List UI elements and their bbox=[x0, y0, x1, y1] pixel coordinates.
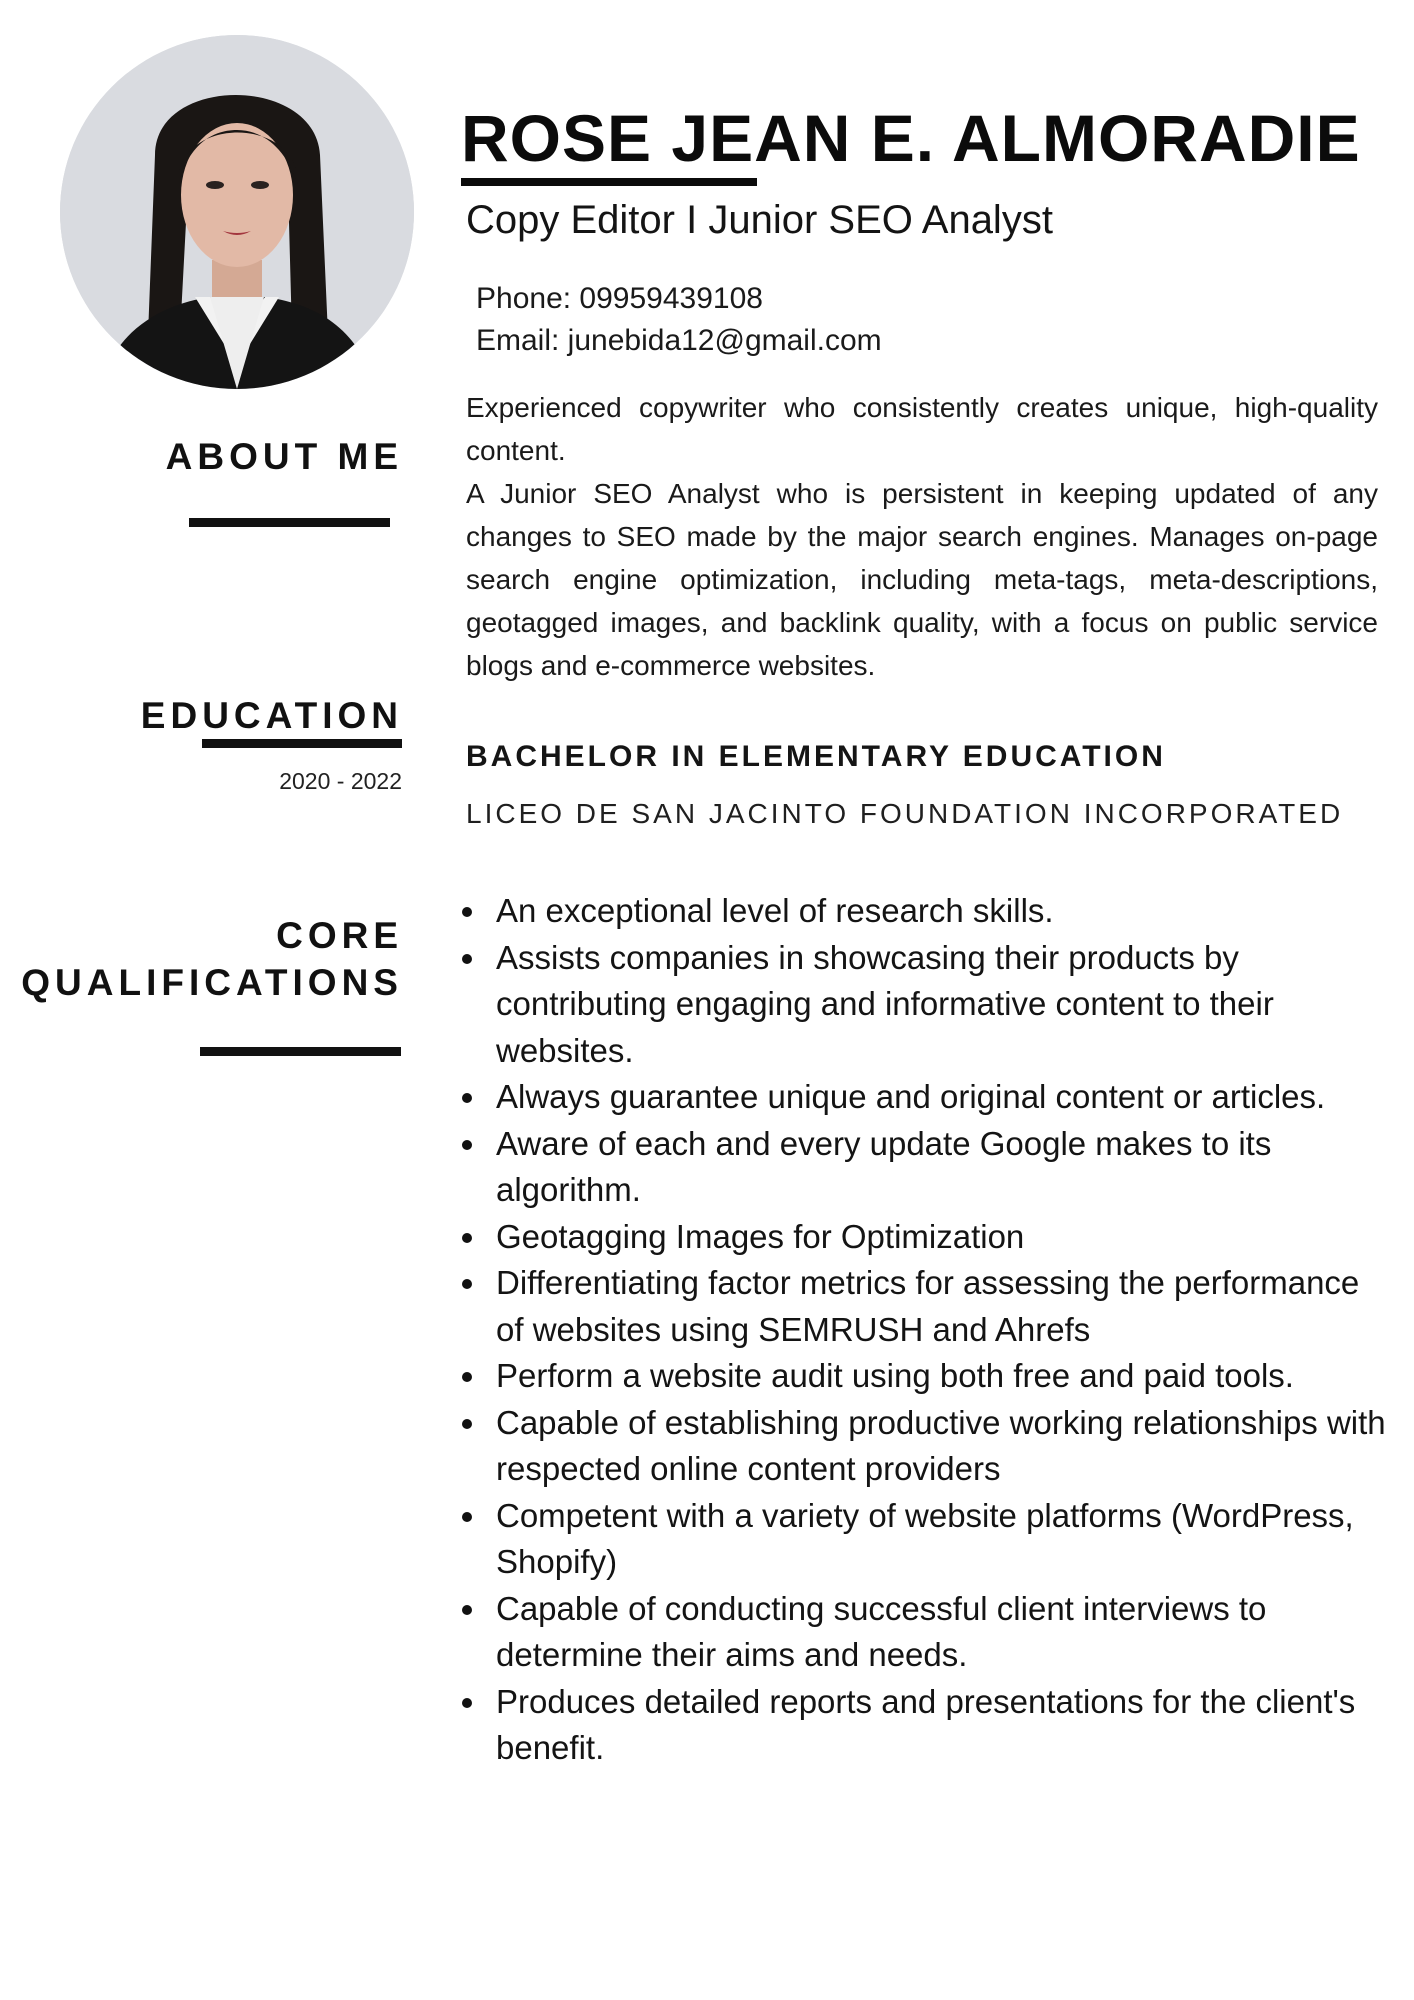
bullet-icon bbox=[462, 1605, 472, 1615]
bullet-icon bbox=[462, 1698, 472, 1708]
about-me-heading: ABOUT ME bbox=[165, 436, 403, 477]
education-heading: EDUCATION bbox=[140, 695, 403, 736]
list-item-text: Differentiating factor metrics for assessing the performance of websites using SEMRUSH and Ahrefs bbox=[496, 1264, 1360, 1348]
about-paragraph: Experienced copywriter who consistently creates unique, high-quality content. bbox=[466, 392, 1378, 466]
list-item-text: Assists companies in showcasing their products by contributing engaging and informative content to their websites. bbox=[496, 938, 1274, 1069]
list-item bbox=[466, 1400, 1386, 1493]
list-item bbox=[466, 1214, 1386, 1261]
education-divider bbox=[202, 739, 402, 748]
bullet-icon bbox=[462, 1419, 472, 1429]
list-item-text: Perform a website audit using both free and paid tools. bbox=[496, 1357, 1294, 1394]
degree-title: BACHELOR IN ELEMENTARY EDUCATION bbox=[466, 740, 1166, 773]
list-item-text: Geotagging Images for Optimization bbox=[496, 1217, 1025, 1255]
list-item bbox=[466, 888, 1386, 935]
job-title: Copy Editor I Junior SEO Analyst bbox=[466, 198, 1053, 242]
education-years: 2020 - 2022 bbox=[279, 768, 402, 794]
about-paragraph: A Junior SEO Analyst who is persistent in keeping updated of any changes to SEO made by the major search engines. Manages on-page search engine optimization, including meta-tags, meta-descriptions, geotagged images, and backlink quality, with a focus on public service blogs and e-commerce websites. bbox=[466, 478, 1378, 681]
list-item bbox=[466, 1121, 1386, 1214]
core-qualifications-heading bbox=[21, 912, 403, 1006]
core-qualifications-divider bbox=[200, 1047, 401, 1056]
core-qualifications-heading-line1: CORE bbox=[276, 915, 403, 956]
list-item bbox=[466, 1260, 1386, 1353]
candidate-name: ROSE JEAN E. ALMORADIE bbox=[461, 101, 1361, 175]
about-me-text bbox=[466, 386, 1378, 687]
profile-photo bbox=[60, 35, 414, 389]
list-item bbox=[466, 1493, 1386, 1586]
bullet-icon bbox=[462, 1140, 472, 1150]
list-item-text: Always guarantee unique and original content or articles. bbox=[496, 1078, 1326, 1115]
bullet-icon bbox=[462, 1372, 472, 1382]
bullet-icon bbox=[462, 1279, 472, 1289]
list-item-text: An exceptional level of research skills. bbox=[496, 892, 1054, 929]
core-qualifications-heading-line2: QUALIFICATIONS bbox=[21, 962, 403, 1003]
bullet-icon bbox=[462, 1512, 472, 1522]
bullet-icon bbox=[462, 954, 472, 964]
list-item-text: Aware of each and every update Google makes to its algorithm. bbox=[496, 1124, 1272, 1208]
bullet-icon bbox=[462, 1233, 472, 1243]
list-item bbox=[466, 1679, 1386, 1772]
list-item-text: Capable of conducting successful client interviews to determine their aims and needs. bbox=[496, 1589, 1267, 1673]
list-item-text: Competent with a variety of website platforms (WordPress, Shopify) bbox=[496, 1496, 1354, 1580]
list-item bbox=[466, 1353, 1386, 1400]
qualifications-list bbox=[466, 888, 1386, 1772]
about-me-divider bbox=[189, 518, 390, 527]
phone-number: Phone: 09959439108 bbox=[476, 282, 763, 315]
list-item bbox=[466, 1074, 1386, 1121]
bullet-icon bbox=[462, 1093, 472, 1103]
bullet-icon bbox=[462, 907, 472, 917]
list-item-text: Capable of establishing productive working relationships with respected online content providers bbox=[496, 1403, 1386, 1487]
list-item bbox=[466, 935, 1386, 1075]
school-name: LICEO DE SAN JACINTO FOUNDATION INCORPORATED bbox=[466, 798, 1344, 829]
email-address: Email: junebida12@gmail.com bbox=[476, 324, 882, 357]
list-item-text: Produces detailed reports and presentations for the client's benefit. bbox=[496, 1682, 1356, 1766]
list-item bbox=[466, 1586, 1386, 1679]
name-underline bbox=[461, 178, 757, 186]
